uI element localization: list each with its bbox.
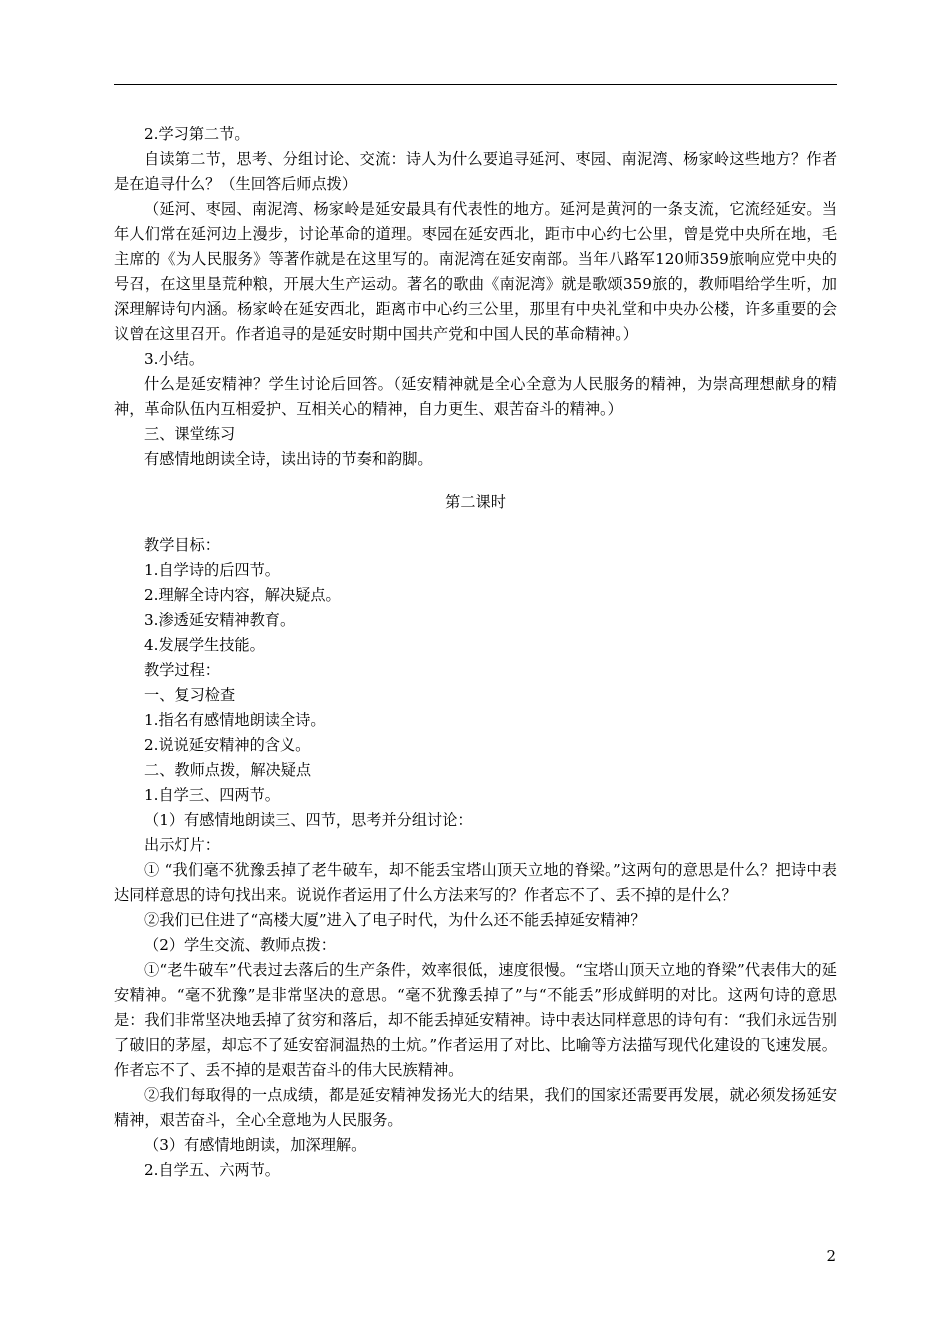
paragraph: 有感情地朗读全诗，读出诗的节奏和韵脚。 <box>144 450 433 468</box>
paragraph: 2.说说延安精神的含义。 <box>144 736 311 754</box>
paragraph: 3.渗透延安精神教育。 <box>144 611 296 629</box>
paragraph: （3）有感情地朗读，加深理解。 <box>144 1136 367 1154</box>
paragraph: 2.自学五、六两节。 <box>144 1161 280 1179</box>
page-number: 2 <box>826 1247 836 1265</box>
paragraph: 4.发展学生技能。 <box>144 636 265 654</box>
paragraph: 2.学习第二节。 <box>144 125 250 143</box>
paragraph: ① “我们毫不犹豫丢掉了老牛破车，却不能丢宝塔山顶天立地的脊梁。”这两句的意思是什么？把诗中表达同样意思的诗句找出来。说说作者运用了什么方法来写的？作者忘不了、丢不掉的是什么？ <box>114 861 837 904</box>
section-heading: 三、课堂练习 <box>144 425 236 443</box>
paragraph: （1）有感情地朗读三、四节，思考并分组讨论： <box>144 811 473 829</box>
paragraph: 教学目标： <box>144 536 220 554</box>
paragraph: 自读第二节，思考、分组讨论、交流：诗人为什么要追寻延河、枣园、南泥湾、杨家岭这些地方？作者是在追寻什么？（生回答后师点拨） <box>114 150 837 193</box>
paragraph: ②我们已住进了“高楼大厦”进入了电子时代，为什么还不能丢掉延安精神？ <box>144 911 646 929</box>
paragraph: 1.指名有感情地朗读全诗。 <box>144 711 326 729</box>
paragraph: 2.理解全诗内容，解决疑点。 <box>144 586 341 604</box>
paragraph: ②我们每取得的一点成绩，都是延安精神发扬光大的结果，我们的国家还需要再发展，就必须发扬延安精神，艰苦奋斗，全心全意地为人民服务。 <box>114 1086 837 1129</box>
paragraph: （2）学生交流、教师点拨： <box>144 936 336 954</box>
header-rule <box>114 84 837 85</box>
paragraph: ①“老牛破车”代表过去落后的生产条件，效率很低，速度很慢。“宝塔山顶天立地的脊梁”代表伟大的延安精神。“毫不犹豫”是非常坚决的意思。“毫不犹豫丢掉了”与“不能丢”形成鲜明的对比。这两句诗的意思是：我们非常坚决地丢掉了贫穷和落后，却不能丢掉延安精神。诗中表达同样意思的诗句有：“我们永远告别了破旧的茅屋，却忘不了延安窑洞温热的土炕。”作者运用了对比、比喻等方法描写现代化建设的飞速发展。作者忘不了、丢不掉的是艰苦奋斗的伟大民族精神。 <box>114 961 837 1079</box>
paragraph: 1.自学诗的后四节。 <box>144 561 280 579</box>
paragraph: 什么是延安精神？学生讨论后回答。（延安精神就是全心全意为人民服务的精神，为崇高理想献身的精神，革命队伍内互相爱护、互相关心的精神，自力更生、艰苦奋斗的精神。） <box>114 375 837 418</box>
document-body <box>114 122 837 1183</box>
paragraph: （延河、枣园、南泥湾、杨家岭是延安最具有代表性的地方。延河是黄河的一条支流，它流经延安。当年人们常在延河边上漫步，讨论革命的道理。枣园在延安西北，距市中心约七公里，曾是党中央所在地，毛主席的《为人民服务》等著作就是在这里写的。南泥湾在延安南部。当年八路军120师359旅响应党中央的号召，在这里垦荒种粮，开展大生产运动。著名的歌曲《南泥湾》就是歌颂359旅的，教师唱给学生听，加深理解诗句内涵。杨家岭在延安西北，距离市中心约三公里，那里有中央礼堂和中央办公楼，许多重要的会议曾在这里召开。作者追寻的是延安时期中国共产党和中国人民的革命精神。） <box>114 200 837 343</box>
paragraph: 3.小结。 <box>144 350 205 368</box>
section-heading: 二、教师点拨，解决疑点 <box>144 761 312 779</box>
paragraph: 教学过程： <box>144 661 220 679</box>
paragraph: 出示灯片： <box>144 836 220 854</box>
paragraph: 1.自学三、四两节。 <box>144 786 280 804</box>
section-heading: 一、复习检查 <box>144 686 236 704</box>
lesson-title: 第二课时 <box>445 493 506 511</box>
